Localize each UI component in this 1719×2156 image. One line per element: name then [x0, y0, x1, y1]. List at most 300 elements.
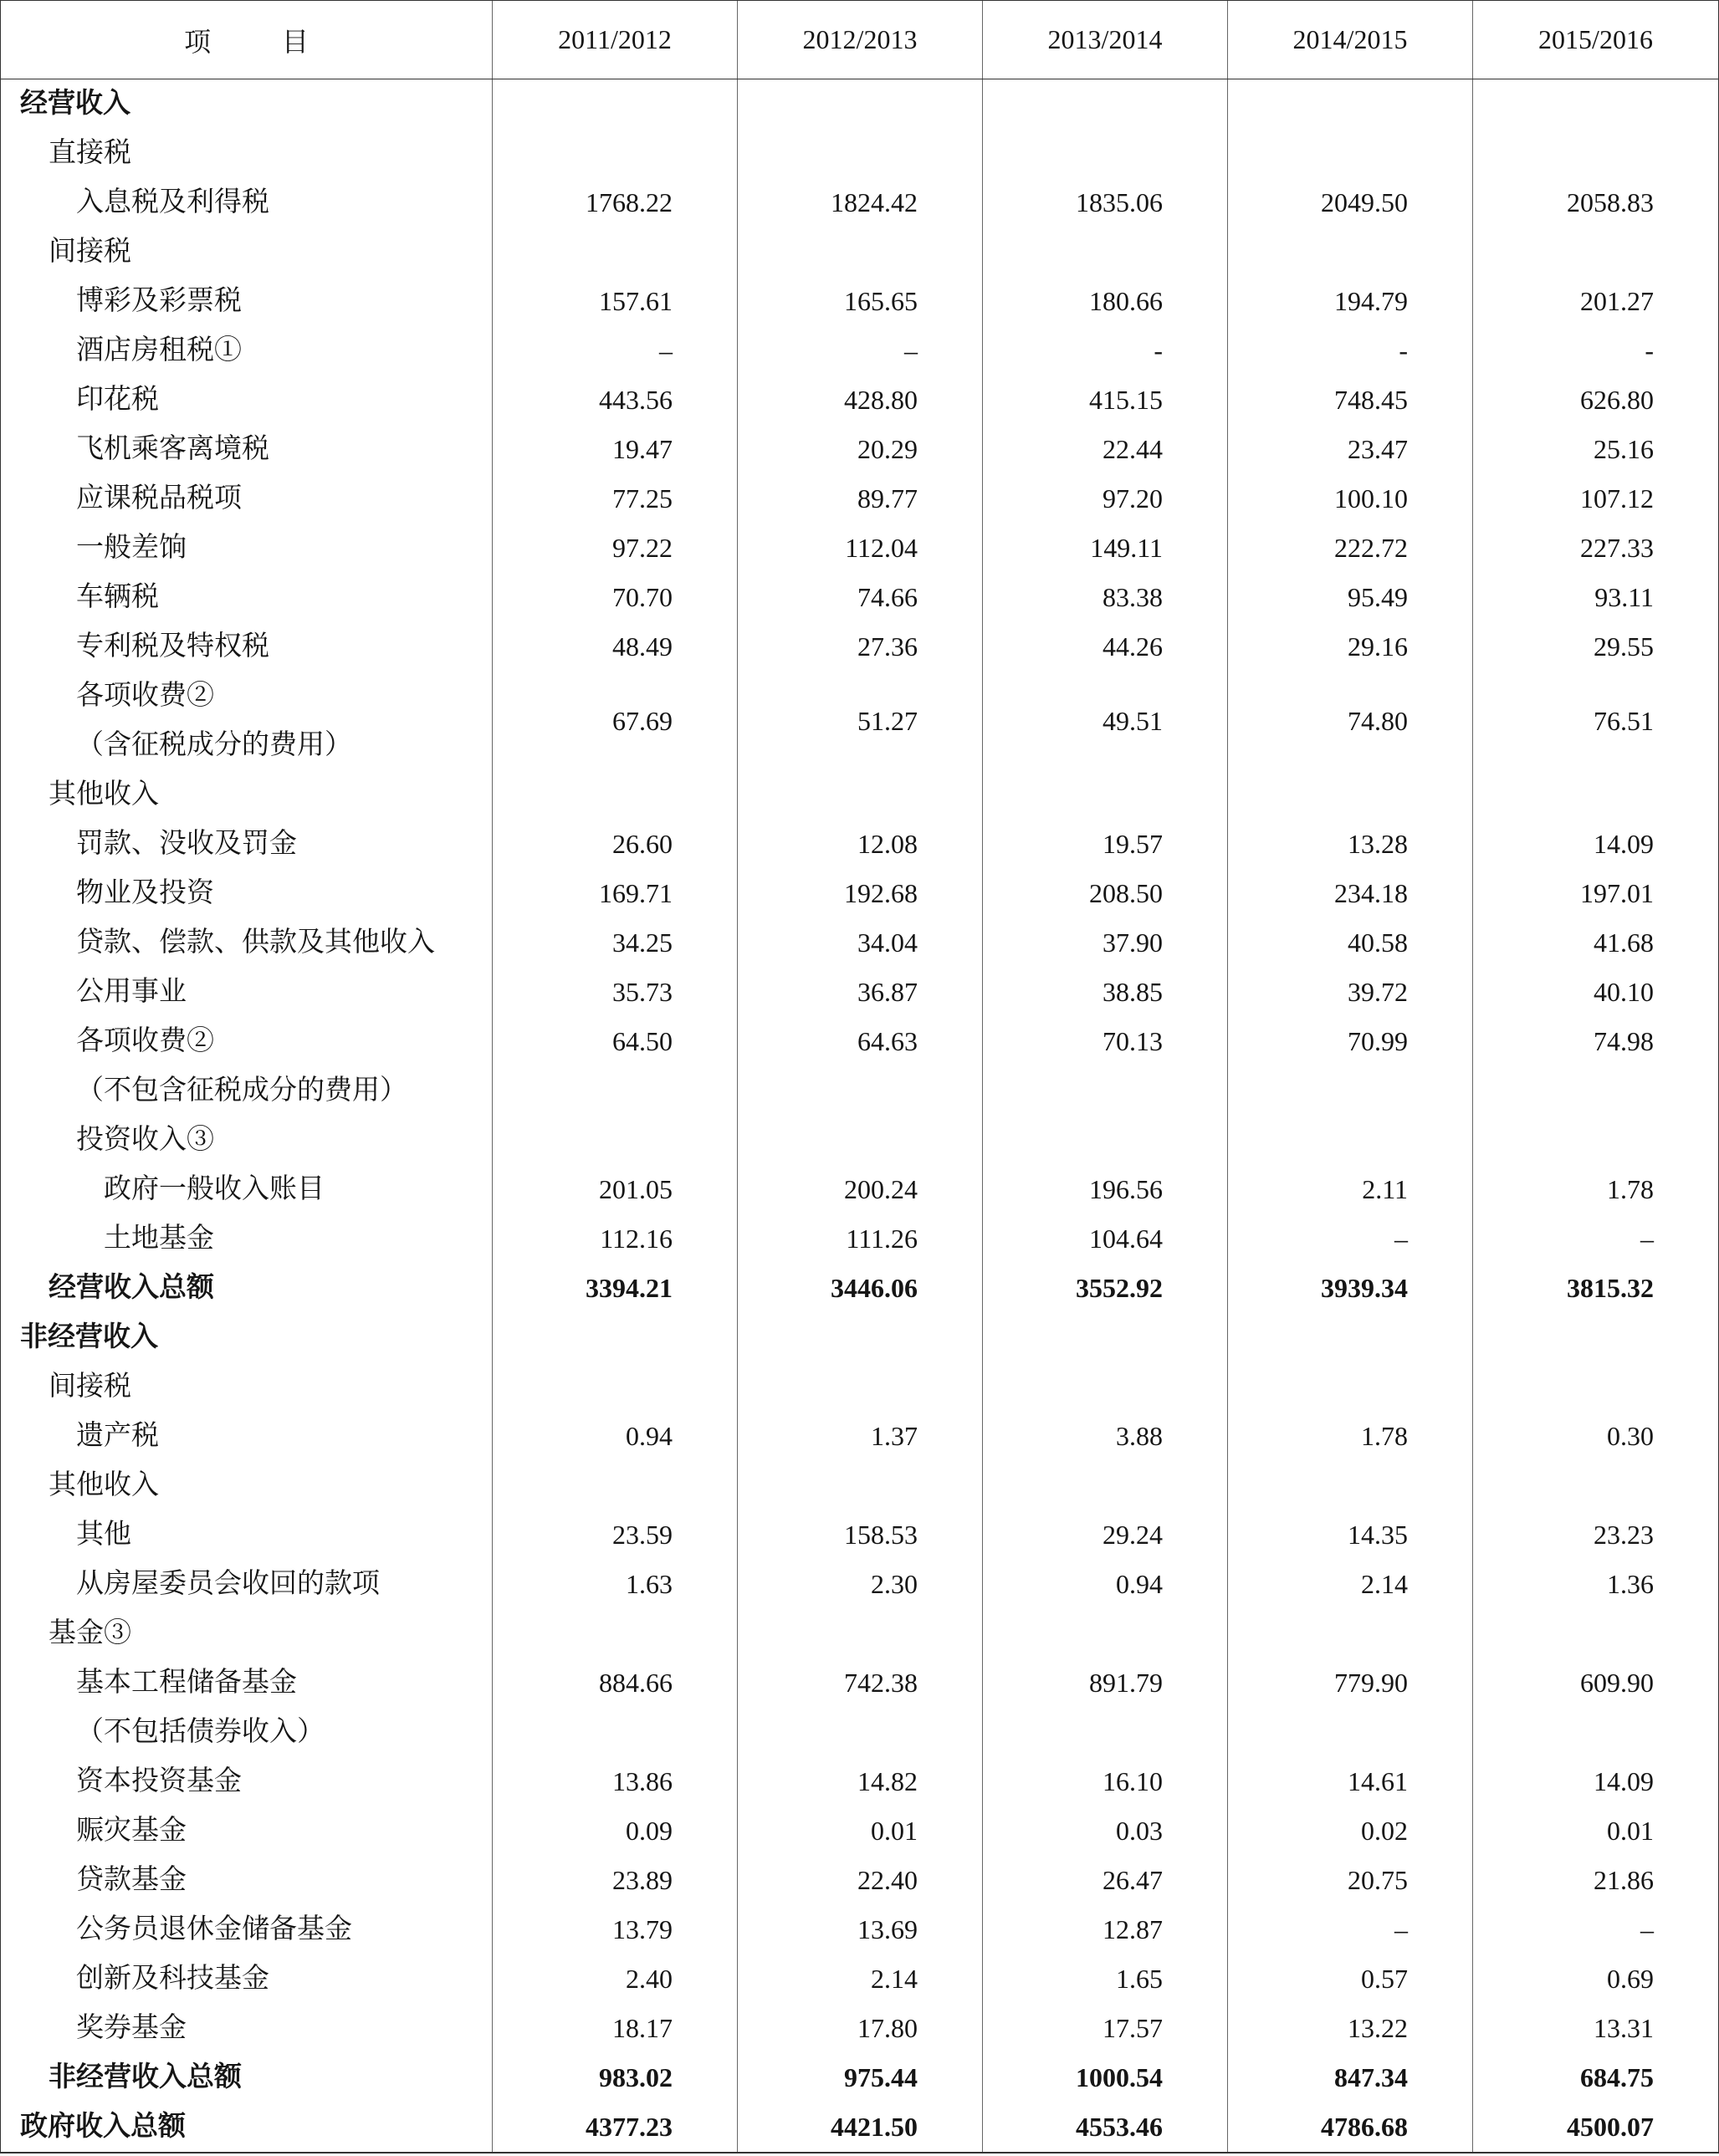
row-label: 入息税及利得税	[76, 187, 269, 217]
cell-value: 13.86	[612, 1766, 673, 1796]
row-label-cell	[1, 2004, 493, 2053]
value-cell	[1473, 622, 1718, 672]
row-label: （不包括债券收入）	[76, 1717, 325, 1747]
row-label: 物业及投资	[76, 878, 214, 908]
value-cell	[1228, 1165, 1473, 1214]
cell-value: 13.28	[1348, 829, 1408, 859]
cell-value: 70.99	[1348, 1026, 1408, 1056]
value-cell	[738, 79, 983, 129]
value-cell	[738, 1658, 983, 1708]
table-row	[1, 1510, 1718, 1560]
cell-value: 4553.46	[1076, 2112, 1163, 2142]
value-cell	[493, 869, 738, 918]
row-label-cell	[1, 277, 493, 326]
value-cell	[983, 918, 1228, 968]
value-cell	[1473, 1560, 1718, 1609]
cell-value: 748.45	[1334, 385, 1408, 415]
row-label: 赈灾基金	[76, 1816, 187, 1846]
value-cell	[983, 622, 1228, 672]
value-cell	[1228, 1264, 1473, 1313]
value-cell	[983, 178, 1228, 227]
cell-value: 684.75	[1580, 2062, 1654, 2092]
value-cell	[493, 524, 738, 573]
row-label-cell	[1, 425, 493, 474]
row-label-cell	[1, 573, 493, 622]
value-cell	[738, 1066, 983, 1116]
value-cell	[983, 2004, 1228, 2053]
table-row	[1, 1017, 1718, 1066]
row-label-cell	[1, 1856, 493, 1905]
row-label: 奖券基金	[76, 2013, 187, 2043]
cell-value: 13.69	[857, 1914, 918, 1944]
cell-value: 975.44	[844, 2062, 918, 2092]
row-label: 其他收入	[49, 779, 159, 810]
value-cell	[493, 1806, 738, 1856]
row-label-cell	[1, 1708, 493, 1757]
row-label: 土地基金	[104, 1224, 214, 1254]
header-year-2012-2013: 2012/2013	[738, 1, 983, 79]
table-row-total	[1, 1264, 1718, 1313]
cell-value: 1835.06	[1076, 187, 1163, 217]
row-label-cell	[1, 79, 493, 129]
value-cell	[493, 2004, 738, 2053]
cell-value: 158.53	[844, 1520, 918, 1550]
value-cell	[1473, 79, 1718, 129]
value-cell	[738, 1954, 983, 2004]
cell-value: 40.10	[1594, 977, 1654, 1007]
row-label: 应课税品税项	[76, 483, 242, 513]
table-row	[1, 1214, 1718, 1264]
value-cell	[1228, 1461, 1473, 1510]
value-cell	[1228, 869, 1473, 918]
header-year-2011-2012: 2011/2012	[493, 1, 738, 79]
value-cell	[1473, 1806, 1718, 1856]
value-cell	[1228, 1757, 1473, 1806]
table-row	[1, 770, 1718, 820]
value-cell	[1228, 178, 1473, 227]
row-label: 博彩及彩票税	[76, 286, 242, 316]
header-item: 项 目	[1, 1, 493, 79]
cell-value: 14.82	[857, 1766, 918, 1796]
table-row	[1, 573, 1718, 622]
table-row	[1, 326, 1718, 376]
cell-value: 17.80	[857, 2013, 918, 2043]
cell-value: -	[1154, 335, 1163, 365]
cell-value: 104.64	[1089, 1224, 1163, 1254]
table-row	[1, 1708, 1718, 1757]
value-cell	[738, 326, 983, 376]
row-label-cell	[1, 1757, 493, 1806]
value-cell	[738, 2004, 983, 2053]
cell-value: 201.05	[599, 1174, 673, 1204]
cell-value: 0.02	[1361, 1816, 1408, 1846]
value-cell	[738, 1017, 983, 1066]
cell-value: 196.56	[1089, 1174, 1163, 1204]
value-cell	[738, 622, 983, 672]
row-label: 间接税	[49, 237, 131, 267]
table-header	[1, 1, 1718, 79]
cell-value: 100.10	[1334, 483, 1408, 513]
value-cell	[983, 1165, 1228, 1214]
table-row	[1, 820, 1718, 869]
row-label: 印花税	[76, 385, 159, 415]
cell-value: 20.29	[857, 434, 918, 464]
value-cell	[493, 1214, 738, 1264]
header-year-2013-2014: 2013/2014	[983, 1, 1228, 79]
row-label: 经营收入总额	[49, 1273, 214, 1303]
value-cell	[1228, 376, 1473, 425]
cell-value: 428.80	[844, 385, 918, 415]
value-cell	[493, 1856, 738, 1905]
row-label-cell	[1, 524, 493, 573]
row-label: 车辆税	[76, 582, 159, 612]
row-label-cell	[1, 622, 493, 672]
row-label: 贷款基金	[76, 1865, 187, 1895]
table-row	[1, 1856, 1718, 1905]
value-cell	[493, 622, 738, 672]
row-label-cell	[1, 1264, 493, 1313]
cell-value: 2049.50	[1321, 187, 1408, 217]
value-cell	[1228, 1806, 1473, 1856]
table-row	[1, 1412, 1718, 1461]
row-label: 各项收费②	[76, 1026, 214, 1056]
cell-value: 112.04	[845, 533, 918, 563]
value-cell	[1473, 1658, 1718, 1708]
value-cell	[738, 1116, 983, 1165]
row-label-cell	[1, 1066, 493, 1116]
cell-value: 1.78	[1607, 1174, 1654, 1204]
table-row	[1, 1560, 1718, 1609]
row-label: 飞机乘客离境税	[76, 434, 269, 464]
row-label: 政府收入总额	[20, 2112, 186, 2142]
cell-value: –	[1394, 1224, 1408, 1254]
value-cell	[983, 1757, 1228, 1806]
value-cell	[738, 129, 983, 178]
value-cell	[738, 1757, 983, 1806]
value-cell	[983, 277, 1228, 326]
row-label: 公务员退休金储备基金	[76, 1914, 352, 1944]
cell-value: 1.63	[626, 1569, 673, 1599]
value-cell	[1228, 227, 1473, 277]
row-label: 其他	[76, 1520, 131, 1550]
cell-value: 23.23	[1594, 1520, 1654, 1550]
row-label-cell	[1, 1116, 493, 1165]
cell-value: 70.70	[612, 582, 673, 612]
value-cell	[1228, 79, 1473, 129]
value-cell	[738, 1905, 983, 1954]
cell-value: 1.78	[1361, 1421, 1408, 1451]
table-row	[1, 1116, 1718, 1165]
value-cell	[493, 672, 738, 770]
value-cell	[493, 1510, 738, 1560]
table-row	[1, 425, 1718, 474]
value-cell	[738, 376, 983, 425]
value-cell	[983, 326, 1228, 376]
value-cell	[493, 1264, 738, 1313]
table-row	[1, 1609, 1718, 1658]
cell-value: 742.38	[844, 1668, 918, 1698]
row-label: （不包含征税成分的费用）	[76, 1075, 407, 1106]
value-cell	[1228, 1954, 1473, 2004]
cell-value: 95.49	[1348, 582, 1408, 612]
cell-value: 40.58	[1348, 927, 1408, 958]
cell-value: 22.44	[1103, 434, 1163, 464]
cell-value: 208.50	[1089, 878, 1163, 908]
cell-value: 4500.07	[1567, 2112, 1654, 2142]
row-label: 基本工程储备基金	[76, 1668, 297, 1698]
table-row	[1, 1757, 1718, 1806]
cell-value: 74.98	[1594, 1026, 1654, 1056]
row-label-cell	[1, 178, 493, 227]
cell-value: 3394.21	[586, 1273, 673, 1303]
cell-value: 23.59	[612, 1520, 673, 1550]
row-label: 酒店房租税①	[76, 335, 242, 365]
cell-value: 157.61	[599, 286, 673, 316]
cell-value: 149.11	[1090, 533, 1163, 563]
table-row	[1, 1165, 1718, 1214]
value-cell	[983, 1362, 1228, 1412]
table-row	[1, 918, 1718, 968]
value-cell	[738, 1313, 983, 1362]
table-row	[1, 1362, 1718, 1412]
cell-value: 847.34	[1334, 2062, 1408, 2092]
cell-value: 4421.50	[831, 2112, 918, 2142]
value-cell	[1473, 1066, 1718, 1116]
cell-value: 27.36	[857, 631, 918, 662]
cell-value: 192.68	[844, 878, 918, 908]
cell-value: 3446.06	[831, 1273, 918, 1303]
row-label: 从房屋委员会收回的款项	[76, 1569, 380, 1599]
cell-value: 34.04	[857, 927, 918, 958]
cell-value: 2.11	[1362, 1174, 1408, 1204]
value-cell	[1228, 672, 1473, 770]
value-cell	[1228, 1905, 1473, 1954]
value-cell	[1473, 1609, 1718, 1658]
value-cell	[1473, 129, 1718, 178]
row-label-cell	[1, 474, 493, 524]
cell-value: 779.90	[1334, 1668, 1408, 1698]
value-cell	[738, 1264, 983, 1313]
row-label-cell	[1, 1313, 493, 1362]
cell-value: 1.37	[871, 1421, 918, 1451]
value-cell	[1473, 1461, 1718, 1510]
row-label-cell	[1, 869, 493, 918]
cell-value: 1.65	[1116, 1964, 1163, 1994]
cell-value: 14.09	[1594, 829, 1654, 859]
cell-value: 29.55	[1594, 631, 1654, 662]
value-cell	[1228, 474, 1473, 524]
value-cell	[493, 178, 738, 227]
value-cell	[1473, 277, 1718, 326]
table-body	[1, 79, 1718, 2152]
row-label: 直接税	[49, 138, 131, 168]
table-row	[1, 2004, 1718, 2053]
cell-value: 983.02	[599, 2062, 673, 2092]
value-cell	[1228, 524, 1473, 573]
value-cell	[1228, 1658, 1473, 1708]
row-label-cell	[1, 1905, 493, 1954]
value-cell	[738, 1461, 983, 1510]
value-cell	[1473, 672, 1718, 770]
table-row	[1, 1954, 1718, 2004]
cell-value: 16.10	[1103, 1766, 1163, 1796]
table-row	[1, 622, 1718, 672]
value-cell	[738, 1560, 983, 1609]
value-cell	[1473, 918, 1718, 968]
value-cell	[1228, 2053, 1473, 2102]
value-cell	[1473, 2102, 1718, 2152]
cell-value: 3.88	[1116, 1421, 1163, 1451]
table-row-total	[1, 2102, 1718, 2152]
value-cell	[1228, 1066, 1473, 1116]
row-label-cell	[1, 1609, 493, 1658]
value-cell	[1228, 1313, 1473, 1362]
value-cell	[1473, 227, 1718, 277]
value-cell	[493, 1905, 738, 1954]
value-cell	[1228, 277, 1473, 326]
cell-value: 74.80	[1348, 705, 1408, 736]
value-cell	[1473, 1165, 1718, 1214]
cell-value: 20.75	[1348, 1865, 1408, 1895]
cell-value: 0.94	[626, 1421, 673, 1451]
cell-value: 200.24	[844, 1174, 918, 1204]
row-label-cell	[1, 968, 493, 1017]
value-cell	[1473, 1510, 1718, 1560]
value-cell	[738, 1362, 983, 1412]
value-cell	[1473, 1313, 1718, 1362]
cell-value: 0.01	[1607, 1816, 1654, 1846]
cell-value: 14.09	[1594, 1766, 1654, 1796]
cell-value: 25.16	[1594, 434, 1654, 464]
cell-value: –	[1394, 1914, 1408, 1944]
value-cell	[983, 869, 1228, 918]
row-label: 资本投资基金	[76, 1766, 242, 1796]
cell-value: 34.25	[612, 927, 673, 958]
cell-value: 13.79	[612, 1914, 673, 1944]
row-label-cell	[1, 1658, 493, 1708]
row-label-cell	[1, 129, 493, 178]
cell-value: 0.57	[1361, 1964, 1408, 1994]
table-row-total	[1, 1313, 1718, 1362]
value-cell	[493, 1362, 738, 1412]
value-cell	[1473, 1116, 1718, 1165]
cell-value: 13.31	[1594, 2013, 1654, 2043]
value-cell	[738, 820, 983, 869]
value-cell	[1228, 129, 1473, 178]
cell-value: 626.80	[1580, 385, 1654, 415]
cell-value: 89.77	[857, 483, 918, 513]
value-cell	[493, 1066, 738, 1116]
value-cell	[493, 770, 738, 820]
cell-value: 0.94	[1116, 1569, 1163, 1599]
cell-value: 0.01	[871, 1816, 918, 1846]
row-label: 间接税	[49, 1372, 131, 1402]
value-cell	[983, 1264, 1228, 1313]
row-label: 罚款、没收及罚金	[76, 829, 297, 859]
cell-value: 2.40	[626, 1964, 673, 1994]
cell-value: 2.30	[871, 1569, 918, 1599]
value-cell	[738, 573, 983, 622]
table-row	[1, 178, 1718, 227]
row-label: 非经营收入	[20, 1322, 158, 1352]
row-label-cell	[1, 820, 493, 869]
value-cell	[983, 1313, 1228, 1362]
cell-value: 41.68	[1594, 927, 1654, 958]
value-cell	[1228, 1856, 1473, 1905]
value-cell	[1473, 1412, 1718, 1461]
row-label: 政府一般收入账目	[104, 1174, 325, 1204]
value-cell	[493, 1609, 738, 1658]
value-cell	[738, 227, 983, 277]
value-cell	[493, 2102, 738, 2152]
value-cell	[983, 2053, 1228, 2102]
cell-value: 51.27	[857, 705, 918, 736]
cell-value: 112.16	[600, 1224, 673, 1254]
value-cell	[738, 524, 983, 573]
row-label: 经营收入	[20, 89, 130, 119]
value-cell	[493, 1658, 738, 1708]
row-label-cell	[1, 1461, 493, 1510]
row-label-cell	[1, 1165, 493, 1214]
value-cell	[738, 2053, 983, 2102]
cell-value: 194.79	[1334, 286, 1408, 316]
cell-value: 21.86	[1594, 1865, 1654, 1895]
value-cell	[1228, 622, 1473, 672]
cell-value: 884.66	[599, 1668, 673, 1698]
row-label: 遗产税	[76, 1421, 159, 1451]
value-cell	[1228, 1560, 1473, 1609]
value-cell	[738, 1510, 983, 1560]
value-cell	[1473, 2053, 1718, 2102]
table-row	[1, 672, 1718, 770]
value-cell	[738, 474, 983, 524]
value-cell	[1473, 1708, 1718, 1757]
row-label-cell	[1, 672, 493, 770]
value-cell	[738, 178, 983, 227]
cell-value: 19.47	[612, 434, 673, 464]
row-sublabel: （含征税成分的费用）	[76, 730, 352, 760]
cell-value: 14.61	[1348, 1766, 1408, 1796]
value-cell	[1473, 1856, 1718, 1905]
value-cell	[1473, 573, 1718, 622]
value-cell	[1473, 1757, 1718, 1806]
row-label-cell	[1, 1954, 493, 2004]
header-year-2014-2015: 2014/2015	[1228, 1, 1473, 79]
table-row-total	[1, 79, 1718, 129]
value-cell	[1473, 1362, 1718, 1412]
table-row	[1, 227, 1718, 277]
value-cell	[738, 1708, 983, 1757]
cell-value: 165.65	[844, 286, 918, 316]
cell-value: 197.01	[1580, 878, 1654, 908]
value-cell	[738, 869, 983, 918]
cell-value: 1768.22	[586, 187, 673, 217]
cell-value: 227.33	[1580, 533, 1654, 563]
value-cell	[738, 277, 983, 326]
value-cell	[493, 1954, 738, 2004]
row-label-cell	[1, 1214, 493, 1264]
value-cell	[1228, 2004, 1473, 2053]
value-cell	[493, 1165, 738, 1214]
value-cell	[493, 227, 738, 277]
cell-value: 891.79	[1089, 1668, 1163, 1698]
table-row	[1, 1905, 1718, 1954]
value-cell	[738, 968, 983, 1017]
cell-value: 26.60	[612, 829, 673, 859]
cell-value: 2.14	[871, 1964, 918, 1994]
value-cell	[738, 1609, 983, 1658]
cell-value: 36.87	[857, 977, 918, 1007]
